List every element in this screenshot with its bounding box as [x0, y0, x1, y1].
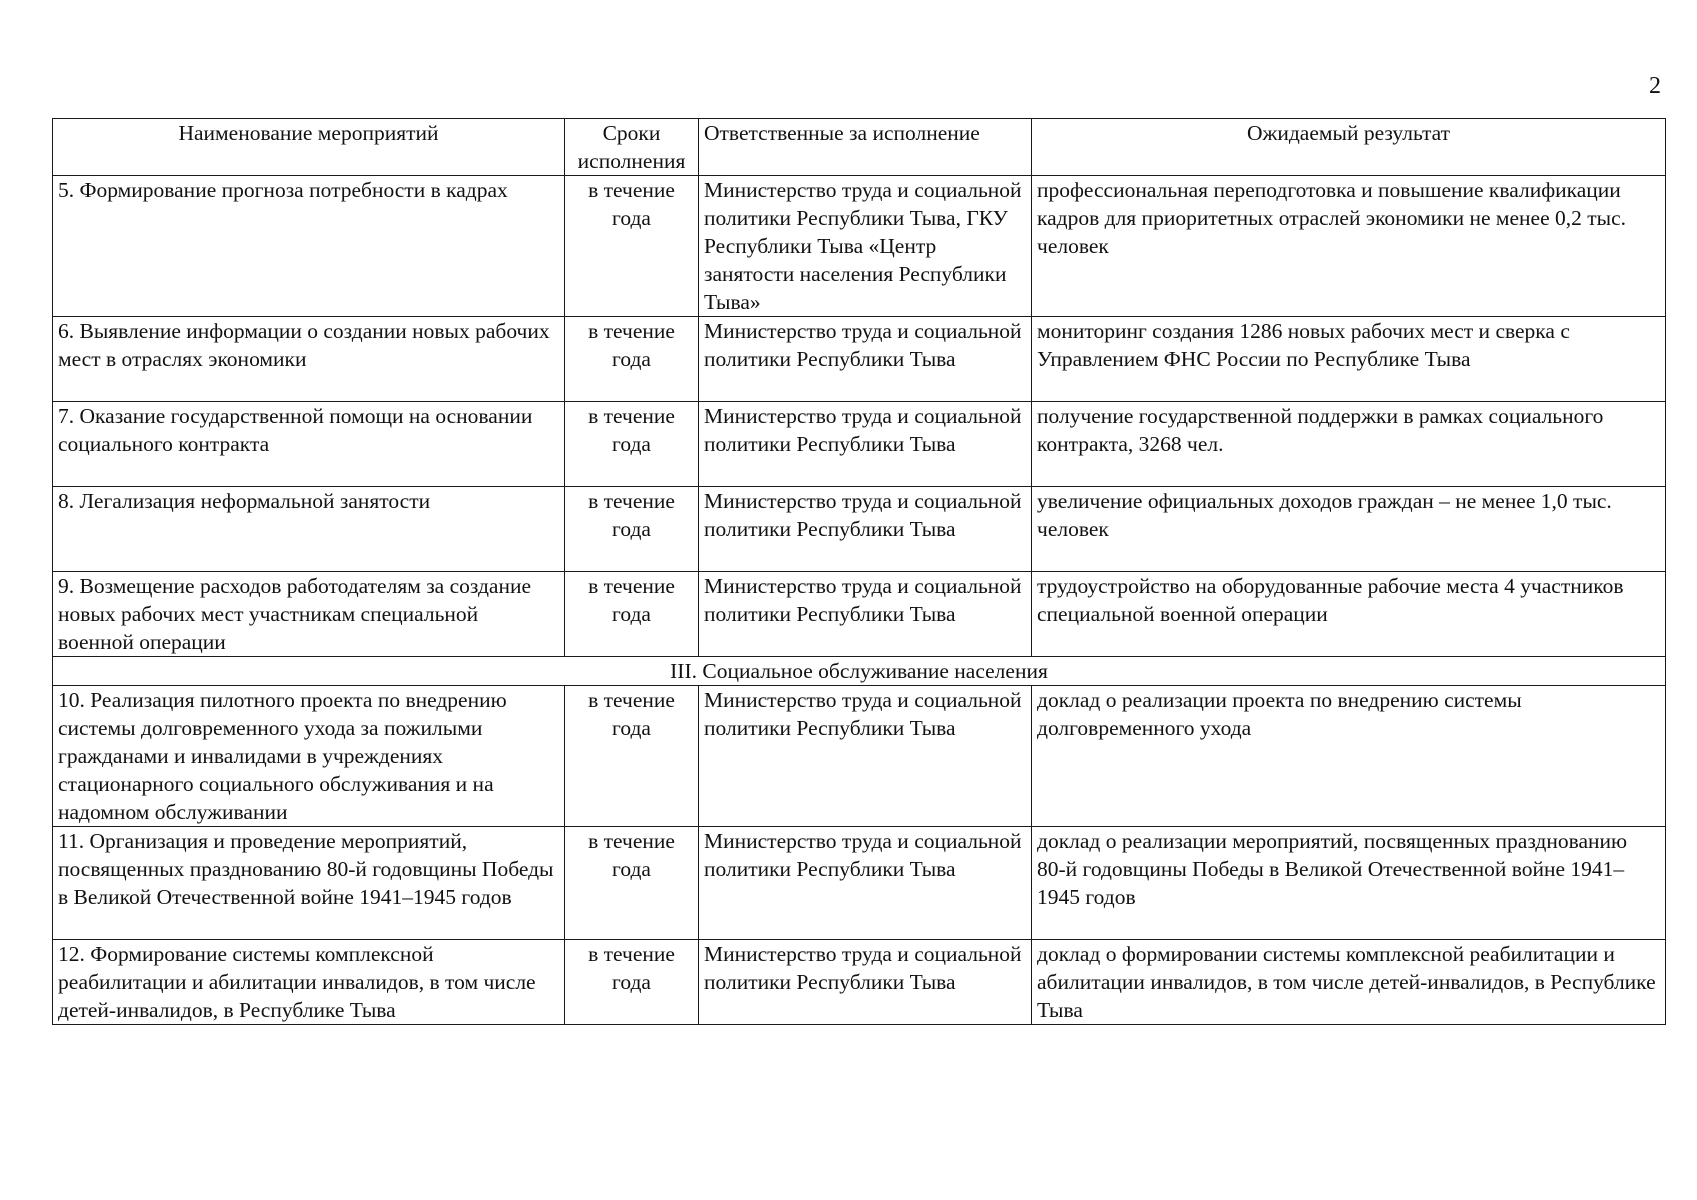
section-title: III. Социальное обслуживание населения — [53, 657, 1666, 686]
table-row — [53, 487, 1666, 572]
header-term: Сроки исполнения — [565, 119, 699, 176]
activity-term: в течение года — [565, 487, 699, 572]
table-row — [53, 317, 1666, 402]
activity-name: 11. Организация и проведение мероприятий, посвященных празднованию 80-й годовщины Победы в Великой Отечественной войне 1941–1945 годов — [53, 827, 565, 940]
activity-responsible: Министерство труда и социальной политики Республики Тыва — [699, 402, 1032, 487]
table-row — [53, 402, 1666, 487]
activity-result: доклад о реализации проекта по внедрению системы долговременного ухода — [1032, 686, 1666, 827]
page-number: 2 — [1649, 73, 1661, 99]
activity-result: трудоустройство на оборудованные рабочие места 4 участников специальной военной операции — [1032, 572, 1666, 657]
activity-result: мониторинг создания 1286 новых рабочих мест и сверка с Управлением ФНС России по Республике Тыва — [1032, 317, 1666, 402]
activity-result: профессиональная переподготовка и повышение квалификации кадров для приоритетных отраслей экономики не менее 0,2 тыс. человек — [1032, 176, 1666, 317]
activity-term: в течение года — [565, 402, 699, 487]
table-row — [53, 572, 1666, 657]
activity-responsible: Министерство труда и социальной политики Республики Тыва — [699, 487, 1032, 572]
header-name: Наименование мероприятий — [53, 119, 565, 176]
activity-term: в течение года — [565, 572, 699, 657]
section-heading-row — [53, 657, 1666, 686]
activity-term: в течение года — [565, 176, 699, 317]
table-row — [53, 827, 1666, 940]
table-header-row — [53, 119, 1666, 176]
activity-name: 10. Реализация пилотного проекта по внедрению системы долговременного ухода за пожилыми гражданами и инвалидами в учреждениях стационарного социального обслуживания и на надомном обслуживании — [53, 686, 565, 827]
activity-term: в течение года — [565, 317, 699, 402]
activity-result: доклад о формировании системы комплексной реабилитации и абилитации инвалидов, в том числе детей-инвалидов, в Республике Тыва — [1032, 940, 1666, 1025]
activity-result: увеличение официальных доходов граждан – не менее 1,0 тыс. человек — [1032, 487, 1666, 572]
activity-name: 8. Легализация неформальной занятости — [53, 487, 565, 572]
table-row — [53, 940, 1666, 1025]
activity-name: 6. Выявление информации о создании новых рабочих мест в отраслях экономики — [53, 317, 565, 402]
activity-term: в течение года — [565, 686, 699, 827]
activity-name: 7. Оказание государственной помощи на основании социального контракта — [53, 402, 565, 487]
table-row — [53, 176, 1666, 317]
activity-result: доклад о реализации мероприятий, посвященных празднованию 80-й годовщины Победы в Великой Отечественной войне 1941–1945 годов — [1032, 827, 1666, 940]
activity-result: получение государственной поддержки в рамках социального контракта, 3268 чел. — [1032, 402, 1666, 487]
activities-table — [52, 118, 1666, 1025]
activity-term: в течение года — [565, 940, 699, 1025]
activity-responsible: Министерство труда и социальной политики Республики Тыва — [699, 572, 1032, 657]
table-row — [53, 686, 1666, 827]
header-result: Ожидаемый результат — [1032, 119, 1666, 176]
activity-term: в течение года — [565, 827, 699, 940]
activity-responsible: Министерство труда и социальной политики Республики Тыва — [699, 827, 1032, 940]
activity-name: 5. Формирование прогноза потребности в кадрах — [53, 176, 565, 317]
activity-name: 9. Возмещение расходов работодателям за создание новых рабочих мест участникам специальной военной операции — [53, 572, 565, 657]
activity-responsible: Министерство труда и социальной политики Республики Тыва — [699, 686, 1032, 827]
activity-responsible: Министерство труда и социальной политики Республики Тыва, ГКУ Республики Тыва «Центр занятости населения Республики Тыва» — [699, 176, 1032, 317]
activity-name: 12. Формирование системы комплексной реабилитации и абилитации инвалидов, в том числе детей-инвалидов, в Республике Тыва — [53, 940, 565, 1025]
activity-responsible: Министерство труда и социальной политики Республики Тыва — [699, 940, 1032, 1025]
activity-responsible: Министерство труда и социальной политики Республики Тыва — [699, 317, 1032, 402]
header-responsible: Ответственные за исполнение — [699, 119, 1032, 176]
